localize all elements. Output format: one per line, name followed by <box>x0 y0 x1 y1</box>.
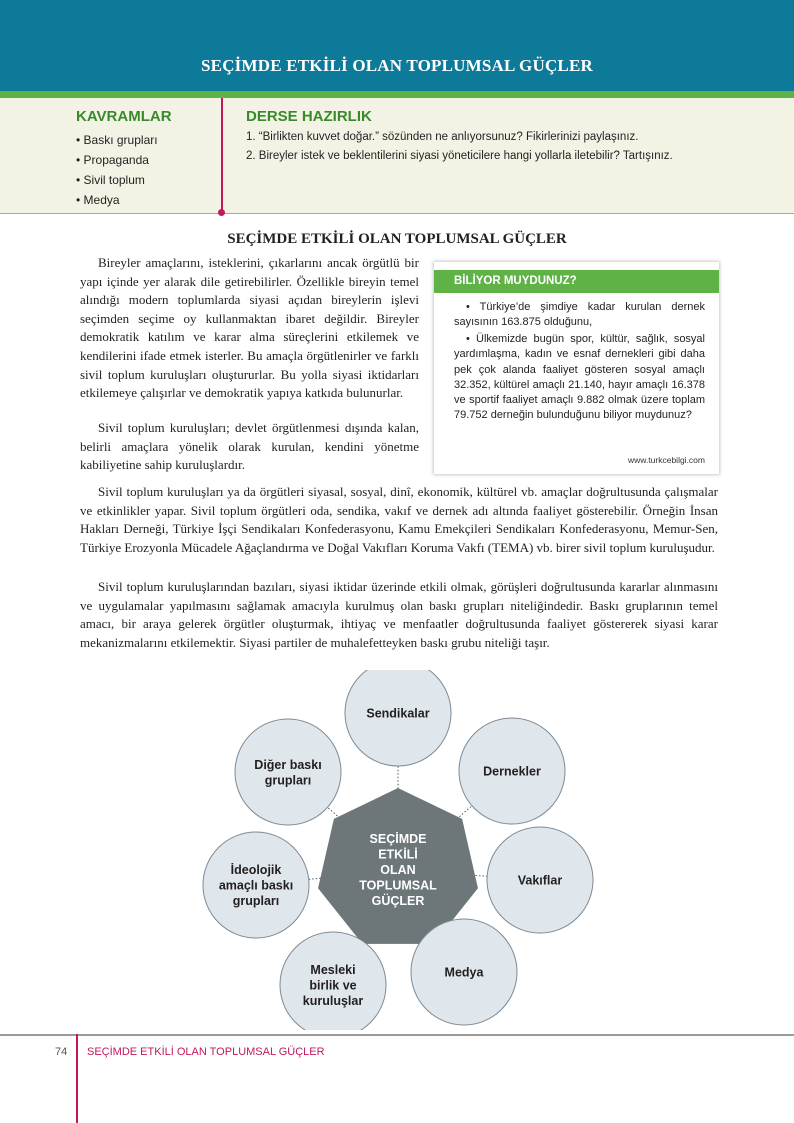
node-label: amaçlı baskı <box>218 878 294 893</box>
node-label: Medya <box>444 965 484 980</box>
center-label: OLAN <box>380 863 416 877</box>
node-label: birlik ve <box>309 978 357 993</box>
panel-divider-dot <box>218 209 225 216</box>
center-label: TOPLUMSAL <box>359 878 437 893</box>
concept-item: • Propaganda <box>76 153 149 167</box>
node-label: Diğer baskı <box>254 757 322 772</box>
concepts-list <box>76 130 158 210</box>
header-band <box>0 0 794 91</box>
header-accent-bar <box>0 91 794 98</box>
footer-rule <box>0 1034 794 1036</box>
center-label: SEÇİMDE <box>369 832 427 846</box>
social-forces-diagram <box>0 670 794 1030</box>
node-circle <box>235 719 341 825</box>
did-you-know-header <box>434 270 719 293</box>
node-label: Sendikalar <box>366 706 430 721</box>
footer-margin-line <box>76 1034 78 1123</box>
prep-question: 1. “Birlikten kuvvet doğar.” sözünden ne anlıyorsunuz? Fikirlerinizi paylaşınız. <box>246 131 639 143</box>
footer-title: SEÇİMDE ETKİLİ OLAN TOPLUMSAL GÜÇLER <box>87 1046 325 1058</box>
center-label: GÜÇLER <box>371 894 425 908</box>
concept-item: • Baskı grupları <box>76 133 158 147</box>
node-label: grupları <box>264 773 312 788</box>
header-title: SEÇİMDE ETKİLİ OLAN TOPLUMSAL GÜÇLER <box>201 56 593 75</box>
prep-question: 2. Bireyler istek ve beklentilerini siyasi yöneticilere hangi yollarla iletebilir? Tartışınız. <box>246 150 673 162</box>
did-you-know-title: BİLİYOR MUYDUNUZ? <box>454 275 577 287</box>
node-label: Dernekler <box>483 764 541 779</box>
concepts-title: KAVRAMLAR <box>76 108 172 125</box>
paragraph: Sivil toplum kuruluşlarından bazıları, siyasi iktidar üzerinde etkili olmak, görüşleri doğrultusunda kararlar alınmasını ve uygulamalar yapılmasını sağlamak amacıyla kurulmuş olan baskı grupları niteliğindedir. Baskı gruplarının temel amacı, bir araya gelerek örgütler oluşturmak, ihtiyaç ve menfaatler doğrultusunda faaliyet göstererek siyasi karar mekanizmalarını etkilemektir. Siyasi partiler de muhalefetteyken baskı grubu niteliği taşır. <box>80 579 718 650</box>
paragraph: Sivil toplum kuruluşları ya da örgütleri siyasal, sosyal, dinî, ekonomik, kültürel vb. amaçlar doğrultusunda çalışmalar ve etkinlikler yapar. Sivil toplum örgütleri oda, sendika, vakıf ve dernek adı altında faaliyet gösterebilir. Örneğin İnsan Hakları Derneği, Türkiye İşçi Sendikaları Konfederasyonu, Kamu Emekçileri Sendikaları Konfederasyonu, Memur-Sen, Türkiye Erozyonla Mücadele Ağaçlandırma ve Doğal Vakıfları Koruma Vakfı (TEMA) vb. birer sivil toplum kuruluşudur. <box>80 484 718 555</box>
did-you-know-item: • Ülkemizde bugün spor, kültür, sağlık, sosyal yardımlaşma, kadın ve esnaf dernekleri gibi daha pek çok alanda faaliyet gösteren sosyal amaçlı 32.352, kültürel amaçlı 21.140, hayır amaçlı 16.378 ve sportif faaliyet amaçlı 9.882 olmak üzere toplam 79.752 derneğin bulunduğunu biliyor muydunuz? <box>454 333 705 422</box>
center-label: ETKİLİ <box>378 847 418 862</box>
node-label: Vakıflar <box>517 873 563 888</box>
node-label: grupları <box>232 894 280 908</box>
paragraph: Bireyler amaçlarını, isteklerini, çıkarlarını ancak örgütlü bir yapı içinde yer alarak dile getirebilirler. Özellikle bireyin temel alındığı modern toplumlarda siyasi açıdan bireylerin işlevi seçimden seçime oy kullanmaktan ibaret değildir. Bireyler demokratik katılım ve karar alma süreçlerini etkilemek ve kendilerini ifade etmek isterler. Bu amaçla örgütlenirler ve farklı sivil toplum kuruluşları oluştururlar. Bu yolla siyasi iktidarları etkilemeye çalışırlar ve demokratik yapıya katkıda bulunurlar. <box>80 255 419 401</box>
panel-divider <box>221 98 223 214</box>
main-title: SEÇİMDE ETKİLİ OLAN TOPLUMSAL GÜÇLER <box>227 231 567 247</box>
paragraph: Sivil toplum kuruluşları; devlet örgütlenmesi dışında kalan, belirli amaçlara yönelik olarak kurulan, kendini yönetme kabiliyetine sahip kuruluşlardır. <box>80 420 419 473</box>
node-label: İdeolojik <box>230 863 282 877</box>
node-label: kuruluşlar <box>302 994 364 1008</box>
did-you-know-box <box>434 262 719 474</box>
node-label: Mesleki <box>310 963 356 977</box>
concept-item: • Medya <box>76 193 120 207</box>
concept-item: • Sivil toplum <box>76 173 145 187</box>
page-number: 74 <box>55 1046 68 1058</box>
prep-title: DERSE HAZIRLIK <box>246 108 372 125</box>
did-you-know-item: • Türkiye’de şimdiye kadar kurulan dernek sayısının 163.875 olduğunu, <box>454 301 705 329</box>
did-you-know-source: www.turkcebilgi.com <box>628 455 705 465</box>
